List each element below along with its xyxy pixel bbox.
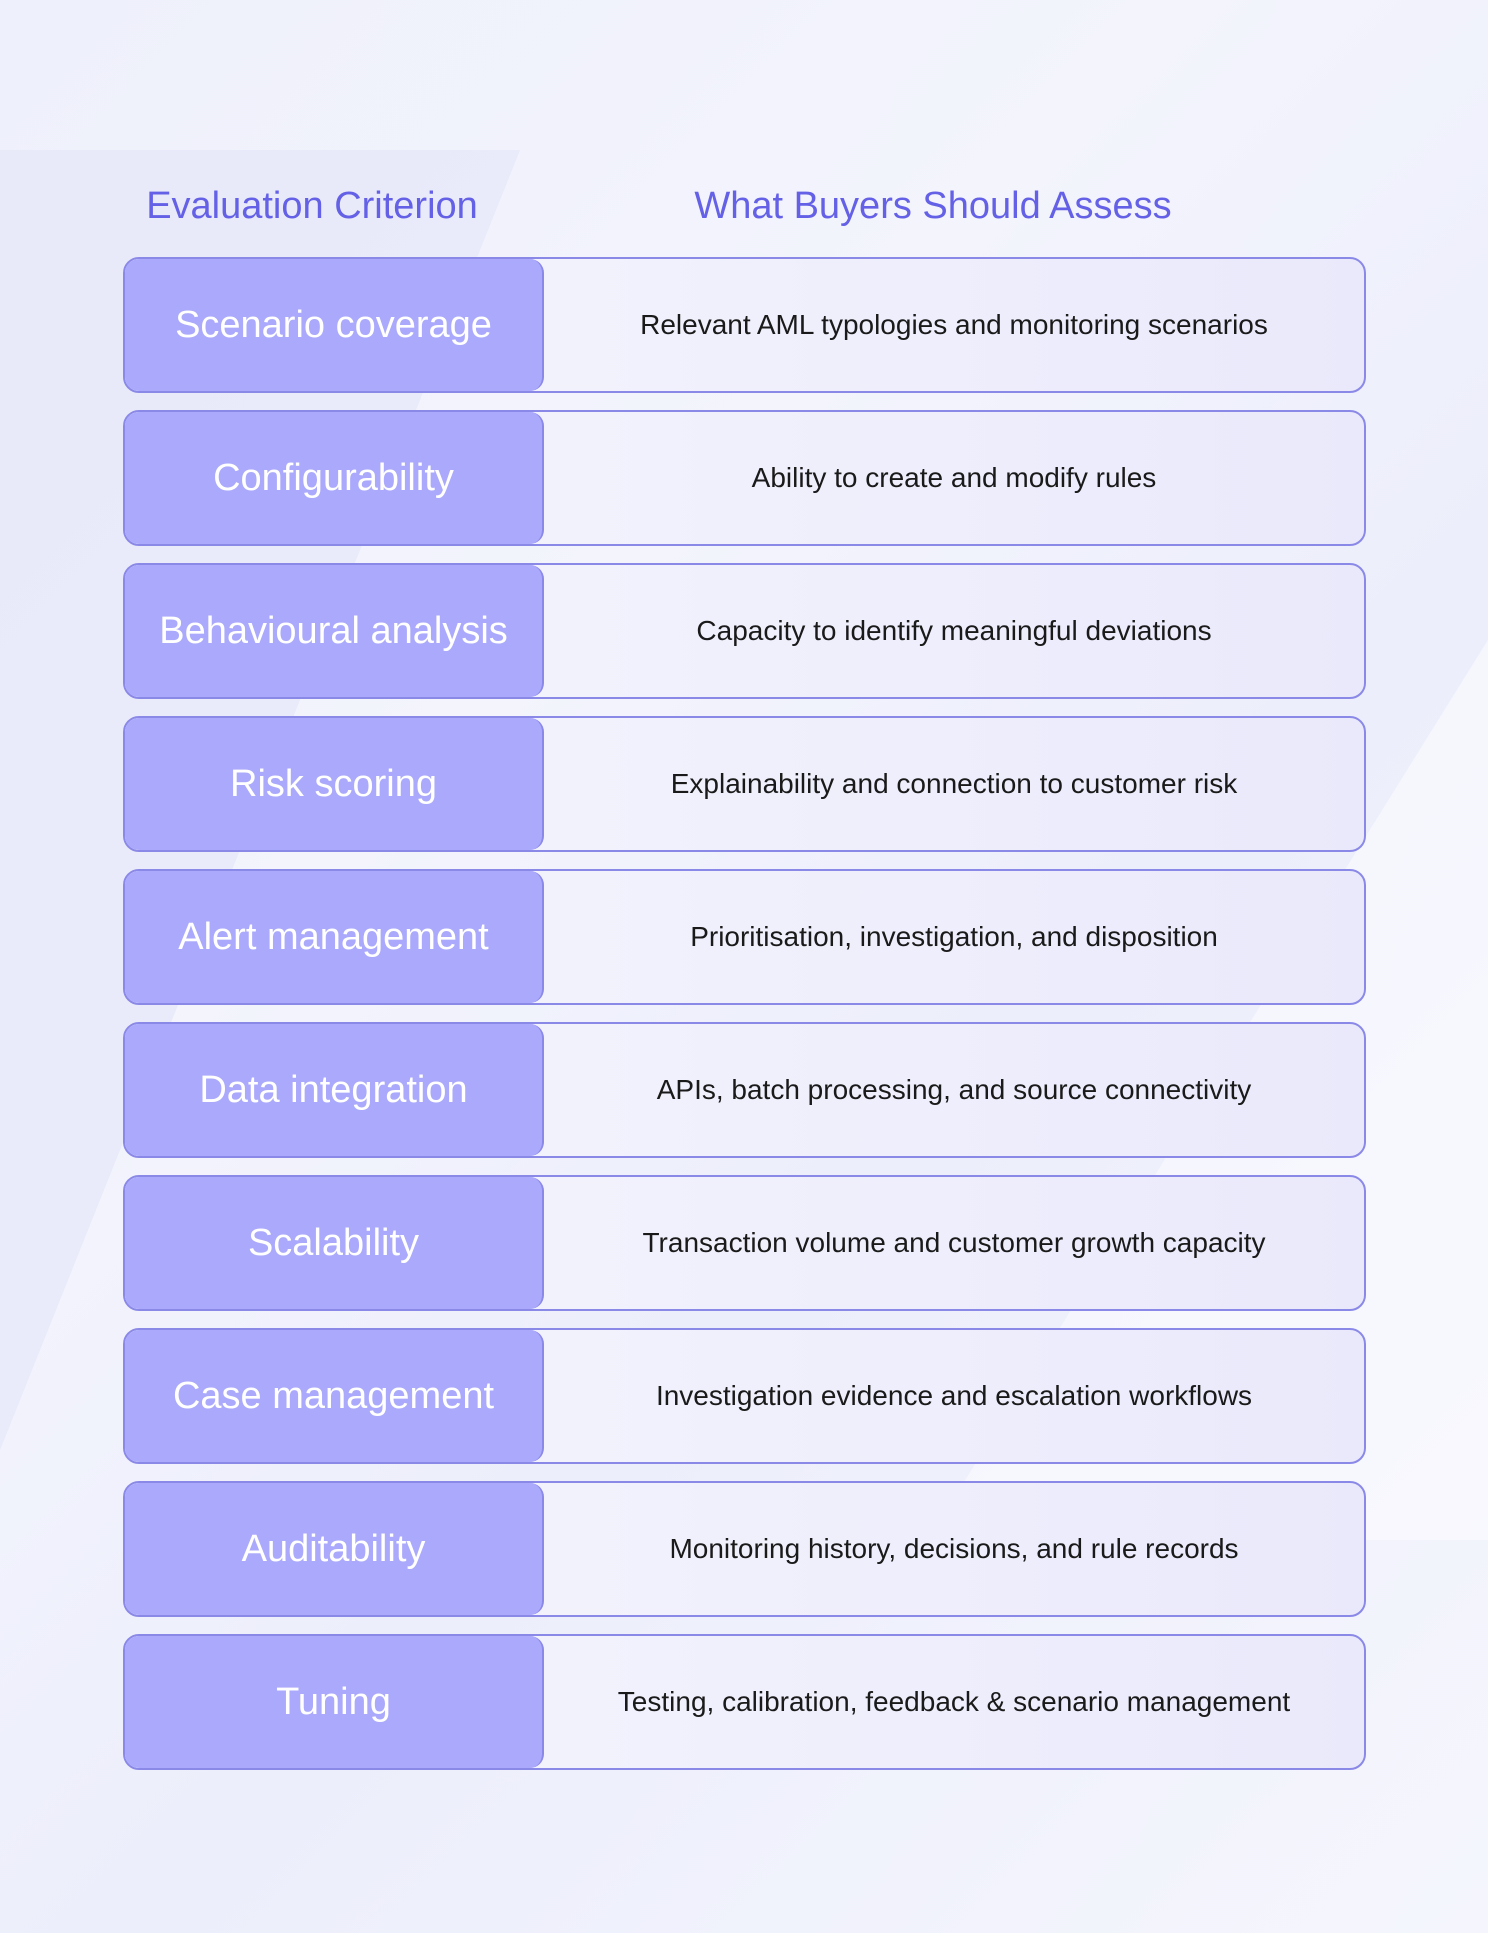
assess-cell: Ability to create and modify rules [751,462,1157,493]
table-row [123,1175,1366,1311]
assess-cell: Investigation evidence and escalation workflows [655,1380,1253,1411]
table-row [123,1022,1366,1158]
criterion-cell: Tuning [125,1636,544,1768]
assess-cell: Capacity to identify meaningful deviations [696,615,1212,646]
assess-cell: Monitoring history, decisions, and rule records [669,1533,1239,1564]
table-row [123,1328,1366,1464]
assess-cell: Testing, calibration, feedback & scenario management [617,1686,1291,1717]
criterion-cell: Auditability [125,1483,544,1615]
criterion-cell: Alert management [125,871,544,1003]
table-row [123,1481,1366,1617]
assess-cell: Explainability and connection to customer risk [670,768,1238,799]
criterion-cell: Scalability [125,1177,544,1309]
criterion-cell: Risk scoring [125,718,544,850]
criterion-cell: Case management [125,1330,544,1462]
evaluation-table [123,257,1366,1787]
table-row [123,869,1366,1005]
criterion-cell: Data integration [125,1024,544,1156]
table-row [123,716,1366,852]
table-row [123,257,1366,393]
criterion-cell: Scenario coverage [125,259,544,391]
table-row [123,410,1366,546]
header-evaluation-criterion: Evaluation Criterion [146,185,478,227]
table-header [0,178,1488,234]
assess-cell: APIs, batch processing, and source connectivity [656,1074,1252,1105]
table-row [123,563,1366,699]
assess-cell: Relevant AML typologies and monitoring scenarios [640,309,1268,340]
table-row [123,1634,1366,1770]
header-what-buyers-should-assess: What Buyers Should Assess [694,185,1172,227]
criterion-cell: Configurability [125,412,544,544]
assess-cell: Prioritisation, investigation, and disposition [690,921,1218,952]
criterion-cell: Behavioural analysis [125,565,544,697]
assess-cell: Transaction volume and customer growth capacity [642,1227,1266,1258]
